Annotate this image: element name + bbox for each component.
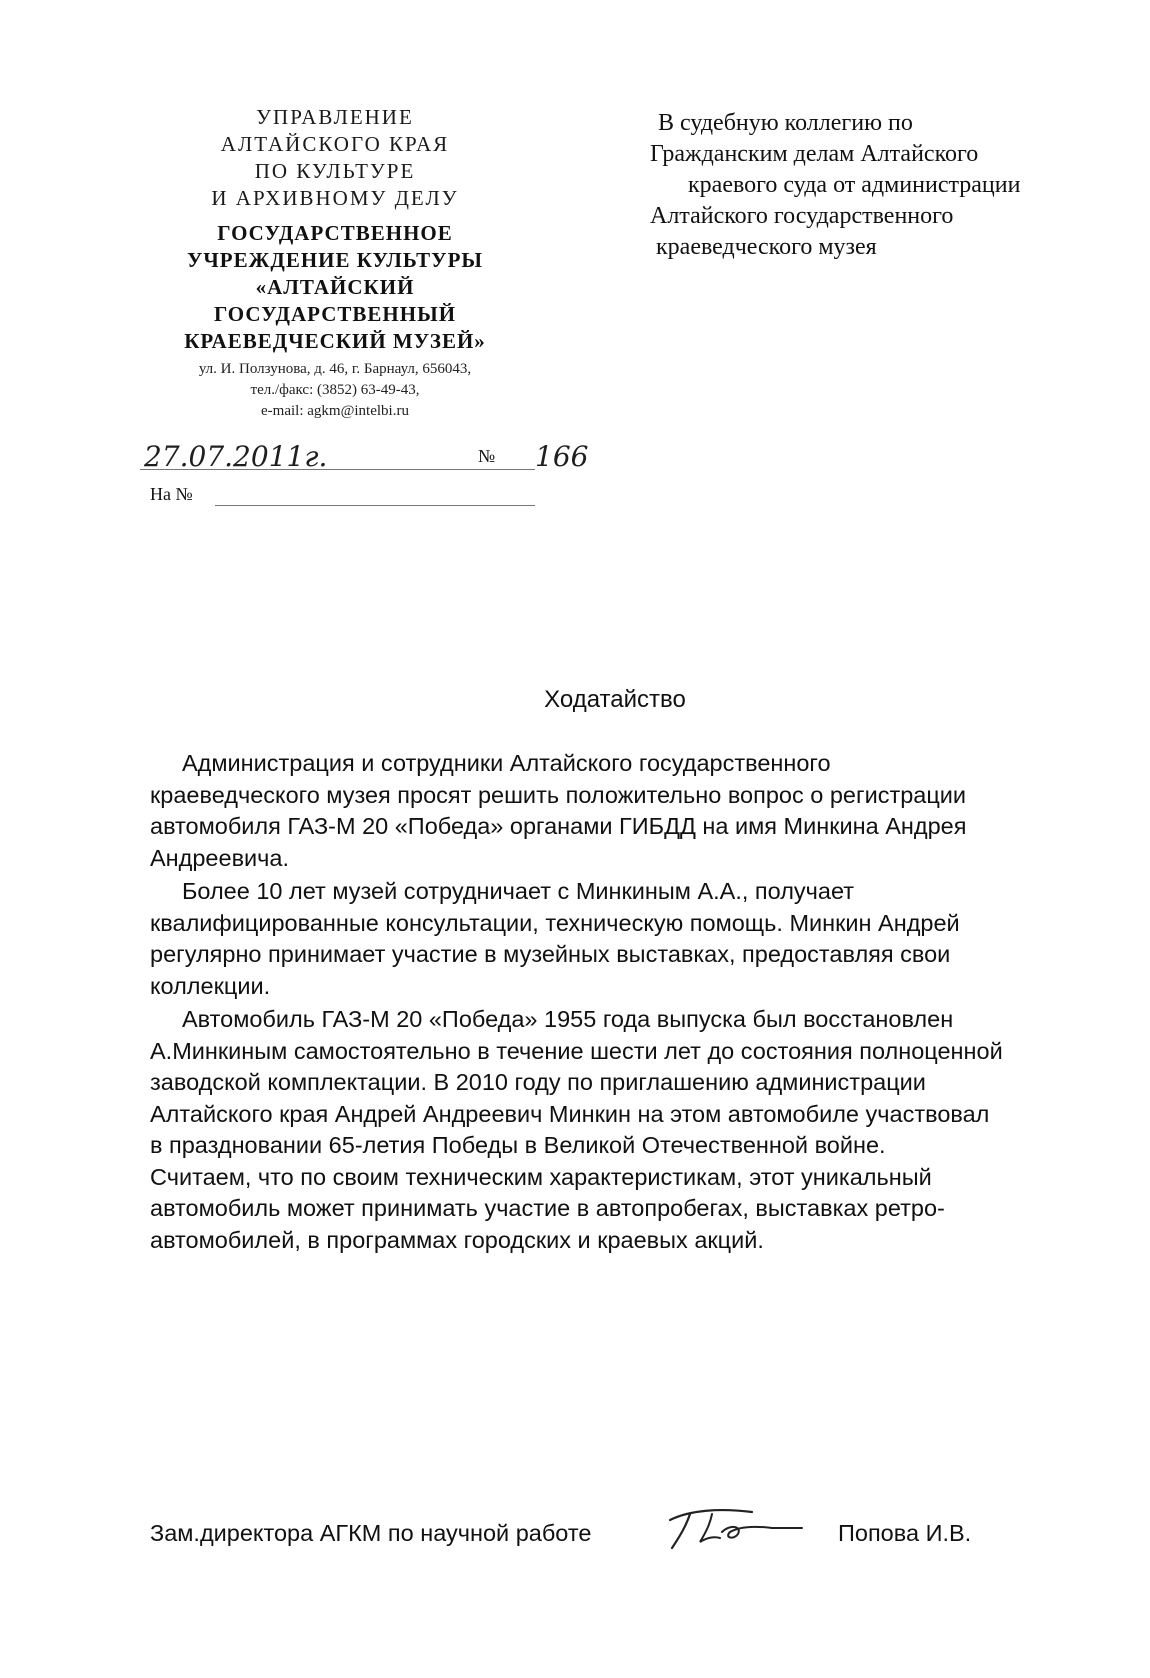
addressee-line: краевого суда от администрации <box>688 172 1021 198</box>
body-line: регулярно принимает участие в музейных выставках, предоставляя свои <box>150 941 951 967</box>
body-line: коллекции. <box>150 972 271 999</box>
body-paragraph <box>150 1004 1070 1256</box>
letterhead-contacts <box>140 359 530 422</box>
reply-reference-label: На № <box>150 484 193 504</box>
email-text: e-mail: agkm@intelbi.ru <box>261 403 409 419</box>
addressee-line: краеведческого музея <box>656 234 877 260</box>
signature-row <box>150 1512 1000 1556</box>
addressee-line: Гражданским делам Алтайского <box>650 141 979 167</box>
reference-number: 166 <box>535 440 589 473</box>
authority-line: ПО КУЛЬТУРЕ <box>254 159 416 183</box>
authority-line: УПРАВЛЕНИЕ <box>256 105 414 129</box>
handwritten-signature-icon <box>660 1502 810 1558</box>
body-line: автомобилей, в программах городских и краевых акций. <box>150 1226 764 1253</box>
body-line: А.Минкиным самостоятельно в течение шести лет до состояния полноценной <box>150 1037 1003 1064</box>
reference-underline <box>140 469 535 470</box>
body-line: автомобиль может принимать участие в автопробегах, выставках ретро- <box>150 1195 945 1221</box>
body-line: автомобиля ГАЗ-М 20 «Победа» органами ГИБДД на имя Минкина Андрея <box>150 813 967 839</box>
letterhead-authority <box>140 104 530 212</box>
reply-reference-underline <box>215 505 535 506</box>
phone-text: тел./факс: (3852) 63-49-43, <box>250 382 420 398</box>
body-paragraph <box>150 876 1070 1002</box>
organization-line: «АЛТАЙСКИЙ <box>255 275 415 299</box>
authority-line: АЛТАЙСКОГО КРАЯ <box>220 132 450 156</box>
body-line: Администрация и сотрудники Алтайского государственного <box>182 750 831 776</box>
organization-line: КРАЕВЕДЧЕСКИЙ МУЗЕЙ» <box>184 329 486 353</box>
body-line: Андреевича. <box>150 844 290 871</box>
organization-line: ГОСУДАРСТВЕННОЕ <box>217 221 453 245</box>
address-text: ул. И. Ползунова, д. 46, г. Барнаул, 656043, <box>198 361 472 377</box>
body-line: в праздновании 65-летия Победы в Великой Отечественной войне. <box>150 1132 886 1158</box>
organization-line: ГОСУДАРСТВЕННЫЙ <box>213 302 457 326</box>
body-line: Автомобиль ГАЗ-М 20 «Победа» 1955 года выпуска был восстановлен <box>182 1006 954 1032</box>
authority-line: И АРХИВНОМУ ДЕЛУ <box>211 186 459 210</box>
body-line: Алтайского края Андрей Андреевич Минкин на этом автомобиле участвовал <box>150 1100 990 1127</box>
reply-reference <box>140 478 535 512</box>
body-paragraph <box>150 748 1070 874</box>
letterhead-organization <box>140 220 530 355</box>
organization-line: УЧРЕЖДЕНИЕ КУЛЬТУРЫ <box>186 248 484 272</box>
signatory-name: Попова И.В. <box>838 1520 972 1546</box>
letterhead <box>140 104 530 422</box>
addressee-block <box>650 108 1120 263</box>
signatory-title: Зам.директора АГКМ по научной работе <box>150 1520 592 1546</box>
reference-date-number <box>140 440 589 474</box>
body-line: краеведческого музея просят решить положительно вопрос о регистрации <box>150 781 967 808</box>
addressee-line: Алтайского государственного <box>650 203 954 229</box>
document-title: Ходатайство <box>544 686 686 713</box>
body-line: заводской комплектации. В 2010 году по приглашению администрации <box>150 1069 926 1095</box>
addressee-line: В судебную коллегию по <box>658 110 913 136</box>
body-line: Более 10 лет музей сотрудничает с Минкиным А.А., получает <box>182 878 855 904</box>
body-line: квалифицированные консультации, техническую помощь. Минкин Андрей <box>150 909 960 936</box>
document-body <box>150 748 1070 1256</box>
body-line: Считаем, что по своим техническим характеристикам, этот уникальный <box>150 1163 932 1190</box>
reference-date: 27.07.2011г. <box>144 440 328 473</box>
reference-number-label: № <box>478 446 496 466</box>
